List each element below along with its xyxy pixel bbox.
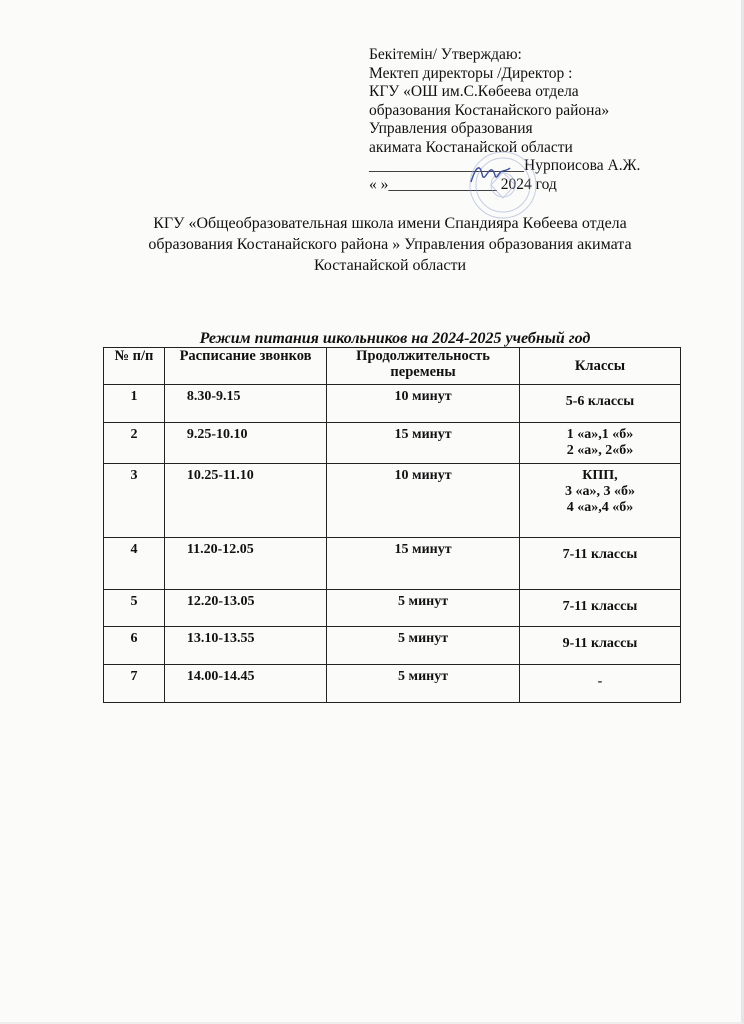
row-break: 15 минут	[327, 538, 520, 590]
row-time: 9.25-10.10	[164, 423, 326, 464]
table-row	[104, 464, 681, 538]
classes-line: 5-6 классы	[565, 394, 635, 409]
table-row	[104, 423, 681, 464]
organization-line: Костанайской области	[314, 257, 466, 274]
approval-line: акимата Костанайской области	[369, 138, 573, 156]
row-time: 13.10-13.55	[164, 627, 326, 665]
table-row	[104, 590, 681, 627]
approval-line: Мектеп директоры /Директор :	[369, 64, 573, 82]
organization-name	[120, 213, 660, 276]
header-classes: Классы	[519, 348, 680, 385]
row-break: 5 минут	[327, 627, 520, 665]
row-number: 2	[104, 423, 165, 464]
row-number: 4	[104, 538, 165, 590]
row-break: 5 минут	[327, 665, 520, 703]
row-classes	[519, 627, 680, 665]
table-row	[104, 538, 681, 590]
row-break: 10 минут	[327, 385, 520, 423]
row-number: 3	[104, 464, 165, 538]
row-classes	[519, 385, 680, 423]
classes-line: 9-11 классы	[562, 636, 638, 651]
row-number: 5	[104, 590, 165, 627]
row-time: 10.25-11.10	[164, 464, 326, 538]
classes-line: -	[597, 674, 603, 689]
row-classes	[519, 665, 680, 703]
approval-signature-line: ____________________Нурпоисова А.Ж.	[369, 157, 641, 174]
table-row	[104, 627, 681, 665]
row-break: 5 минут	[327, 590, 520, 627]
approval-line: КГУ «ОШ им.С.Көбеева отдела	[369, 83, 579, 100]
table-row	[104, 385, 681, 423]
header-number: № п/п	[104, 348, 165, 385]
classes-line: 2 «а», 2«б»	[566, 443, 634, 458]
approval-line: Бекітемін/ Утверждаю:	[369, 46, 522, 63]
meal-schedule-table	[103, 347, 681, 703]
row-break: 15 минут	[327, 423, 520, 464]
row-classes	[519, 464, 680, 538]
signature-icon	[468, 160, 513, 190]
approval-date-line: « »______________ 2024 год	[369, 175, 557, 193]
row-classes	[519, 423, 680, 464]
table-header-row	[104, 348, 681, 385]
row-number: 7	[104, 665, 165, 703]
organization-line: образования Костанайского района » Управления образования акимата	[148, 236, 632, 253]
classes-line: 1 «а»,1 «б»	[566, 427, 634, 442]
row-break: 10 минут	[327, 464, 520, 538]
table-row	[104, 665, 681, 703]
approval-line: образования Костанайского района»	[369, 101, 610, 119]
approval-line: Управления образования	[369, 120, 533, 137]
row-time: 8.30-9.15	[164, 385, 326, 423]
classes-line: 4 «а»,4 «б»	[566, 500, 634, 515]
header-bell-schedule: Расписание звонков	[164, 348, 326, 385]
row-classes	[519, 538, 680, 590]
classes-line: 3 «а», 3 «б»	[564, 484, 635, 499]
classes-line: 7-11 классы	[562, 547, 638, 562]
row-classes	[519, 590, 680, 627]
row-time: 12.20-13.05	[164, 590, 326, 627]
row-number: 1	[104, 385, 165, 423]
table-title: Режим питания школьников на 2024-2025 учебный год	[199, 330, 591, 347]
classes-line: КПП,	[582, 468, 618, 483]
organization-line: КГУ «Общеобразовательная школа имени Спандияра Көбеева отдела	[153, 215, 627, 232]
header-break-duration: Продолжительность перемены	[327, 348, 520, 385]
classes-line: 7-11 классы	[562, 599, 638, 614]
row-time: 11.20-12.05	[164, 538, 326, 590]
row-number: 6	[104, 627, 165, 665]
row-time: 14.00-14.45	[164, 665, 326, 703]
